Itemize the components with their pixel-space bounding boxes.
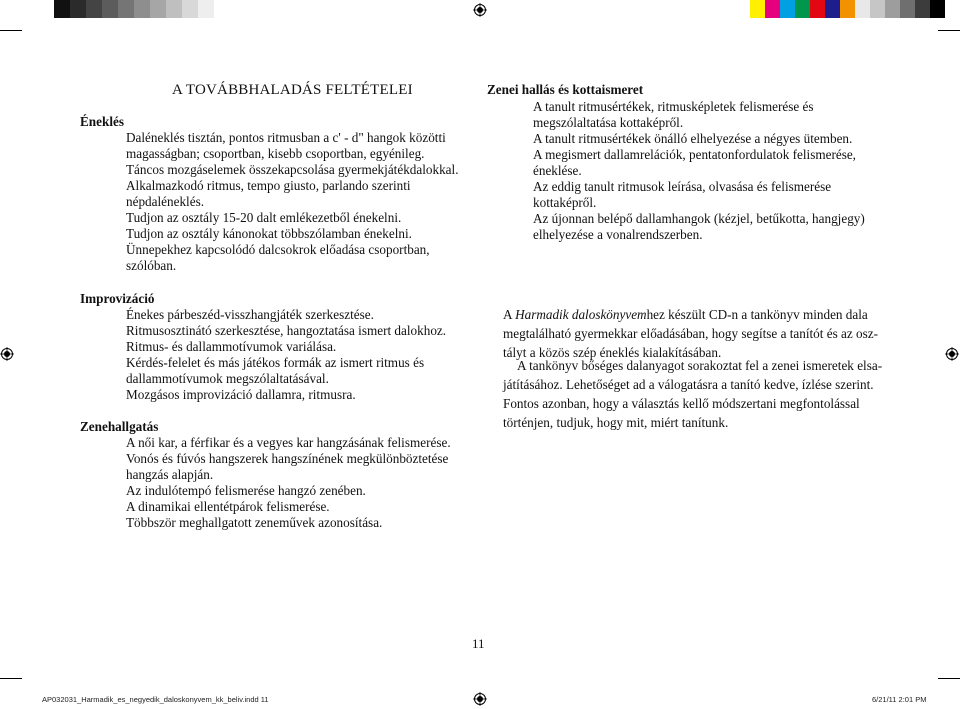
page-title: A TOVÁBBHALADÁS FELTÉTELEI xyxy=(172,82,413,98)
list-item: Ritmus- és dallammotívumok variálása. xyxy=(126,339,337,354)
list-item: magasságban; csoportban, kisebb csoportban, egyénileg. xyxy=(126,146,425,161)
list-item: Kérdés-felelet és más játékos formák az ismert ritmus és xyxy=(126,355,425,370)
list-item: hangzás alapján. xyxy=(126,467,214,482)
list-item: Az eddig tanult ritmusok leírása, olvasása és felismerése xyxy=(533,179,832,194)
list-item: Táncos mozgáselemek összekapcsolása gyermekjátékdalokkal. xyxy=(126,162,459,177)
color-swatch xyxy=(214,0,230,18)
color-swatch xyxy=(54,0,70,18)
list-item: éneklése. xyxy=(533,163,582,178)
registration-mark-right-icon xyxy=(945,347,959,361)
list-item: Vonós és fúvós hangszerek hangszínének megkülönböztetése xyxy=(126,451,449,466)
list-item: Tudjon az osztály 15-20 dalt emlékezetből énekelni. xyxy=(126,210,402,225)
color-swatch xyxy=(198,0,214,18)
footer-filename: AP032031_Harmadik_es_negyedik_daloskonyvem_kk_beliv.indd 11 xyxy=(42,695,269,704)
list-item: dallammotívumok megszólaltatásával. xyxy=(126,371,329,386)
list-item: Az újonnan belépő dallamhangok (kézjel, betűkotta, hangjegy) xyxy=(533,211,865,226)
color-swatch xyxy=(900,0,915,18)
list-item: megszólaltatása kottaképről. xyxy=(533,115,684,130)
color-swatch xyxy=(150,0,166,18)
list-item: Alkalmazkodó ritmus, tempo giusto, parlando szerinti xyxy=(126,178,411,193)
list-item: elhelyezése a vonalrendszerben. xyxy=(533,227,703,242)
list-item: Énekes párbeszéd-visszhangjáték szerkesztése. xyxy=(126,307,374,322)
singing-list xyxy=(126,130,459,274)
text-run: hez készült CD-n a tankönyv minden dala xyxy=(646,307,868,322)
registration-mark-bottom-icon xyxy=(473,692,487,706)
textbook-paragraph xyxy=(503,356,883,432)
page-number: 11 xyxy=(472,636,485,651)
color-swatch xyxy=(780,0,795,18)
color-swatch xyxy=(102,0,118,18)
list-item: Daléneklés tisztán, pontos ritmusban a c' - d" hangok közötti xyxy=(126,130,446,145)
list-item: A tanult ritmusértékek önálló elhelyezése a négyes ütemben. xyxy=(533,131,853,146)
grayscale-calibration-bar xyxy=(38,0,230,18)
color-swatch xyxy=(750,0,765,18)
list-item: kottaképről. xyxy=(533,195,597,210)
section-heading-music-reading: Zenei hallás és kottaismeret xyxy=(487,82,644,97)
music-reading-list xyxy=(533,99,865,243)
trim-mark xyxy=(0,678,22,679)
section-heading-singing: Éneklés xyxy=(80,114,124,129)
color-swatch xyxy=(870,0,885,18)
color-swatch xyxy=(38,0,54,18)
list-item: Ritmusosztinátó szerkesztése, hangoztatása ismert dalokhoz. xyxy=(126,323,447,338)
list-item: Az indulótempó felismerése hangzó zenében. xyxy=(126,483,366,498)
color-swatch xyxy=(86,0,102,18)
footer-datetime: 6/21/11 2:01 PM xyxy=(872,695,927,704)
color-swatch xyxy=(795,0,810,18)
trim-mark xyxy=(0,30,22,31)
color-swatch xyxy=(810,0,825,18)
trim-mark xyxy=(938,30,960,31)
color-swatch xyxy=(915,0,930,18)
list-item: szólóban. xyxy=(126,258,177,273)
color-swatch xyxy=(855,0,870,18)
color-swatch xyxy=(182,0,198,18)
trim-mark xyxy=(938,678,960,679)
registration-mark-left-icon xyxy=(0,347,14,361)
list-item: Tudjon az osztály kánonokat többszólamban énekelni. xyxy=(126,226,412,241)
registration-mark-top-icon xyxy=(473,3,487,17)
list-item: Többször meghallgatott zeneművek azonosítása. xyxy=(126,515,383,530)
paragraph-line xyxy=(503,305,883,324)
color-swatch xyxy=(885,0,900,18)
list-item: Mozgásos improvizáció dallamra, ritmusra. xyxy=(126,387,356,402)
list-item: Ünnepekhez kapcsolódó dalcsokrok előadása csoportban, xyxy=(126,242,430,257)
color-swatch xyxy=(765,0,780,18)
paragraph-line: A tankönyv bőséges dalanyagot sorakoztat fel a zenei ismeretek elsa- xyxy=(517,358,883,373)
color-swatch xyxy=(930,0,945,18)
paragraph-line: játításához. Lehetőséget ad a válogatásra a tanító kedve, ízlése szerint. xyxy=(503,377,874,392)
paragraph-line: történjen, tudjuk, hogy mit, miért tanítunk. xyxy=(503,415,729,430)
color-swatch xyxy=(166,0,182,18)
paragraph-line: tályt a közös szép éneklés kialakításában. xyxy=(503,345,722,360)
color-swatch xyxy=(118,0,134,18)
section-heading-listening: Zenehallgatás xyxy=(80,419,159,434)
improvisation-list xyxy=(126,307,446,403)
list-item: A tanult ritmusértékek, ritmusképletek felismerése és xyxy=(533,99,814,114)
book-title: Harmadik daloskönyvem xyxy=(515,307,647,322)
list-item: népdaléneklés. xyxy=(126,194,204,209)
paragraph-line: megtalálható gyermekkar előadásában, hogy segítse a tanítót és az osz- xyxy=(503,326,878,341)
listening-list xyxy=(126,435,451,531)
text-run: A xyxy=(503,307,516,322)
list-item: A megismert dallamrelációk, pentatonfordulatok felismerése, xyxy=(533,147,856,162)
color-swatch xyxy=(134,0,150,18)
cd-paragraph xyxy=(503,305,883,362)
color-swatch xyxy=(825,0,840,18)
color-swatch xyxy=(840,0,855,18)
color-calibration-bar xyxy=(750,0,945,18)
list-item: A dinamikai ellentétpárok felismerése. xyxy=(126,499,330,514)
section-heading-improvisation: Improvizáció xyxy=(80,291,155,306)
list-item: A női kar, a férfikar és a vegyes kar hangzásának felismerése. xyxy=(126,435,451,450)
paragraph-line: Fontos azonban, hogy a választás kellő módszertani megfontolással xyxy=(503,396,860,411)
color-swatch xyxy=(70,0,86,18)
